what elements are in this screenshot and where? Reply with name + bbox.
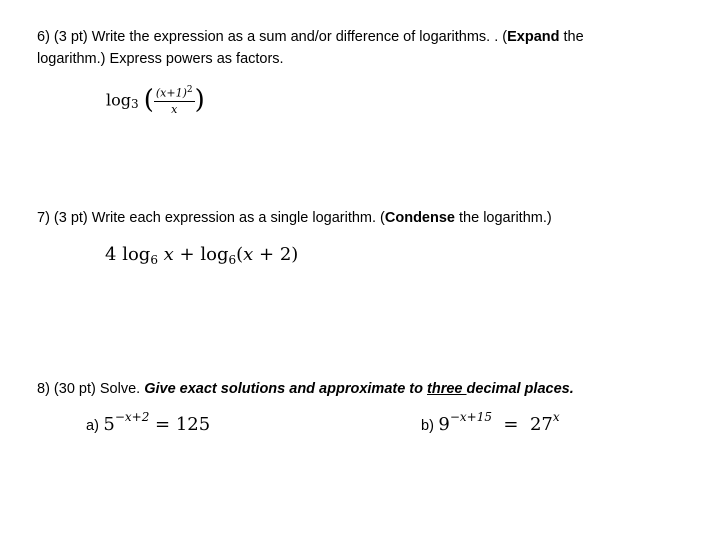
part-b-base: 9 [438, 414, 450, 435]
question-6-number: 6) (3 pt) [37, 29, 88, 45]
open-paren: ( [143, 84, 154, 115]
fraction-numerator [154, 84, 195, 102]
log-base: 3 [131, 96, 139, 111]
part-b-label: b) [421, 418, 434, 434]
part-b-equation [438, 410, 560, 435]
coefficient: 4 [105, 244, 117, 265]
part-b-exponent: −x+15 [449, 410, 492, 424]
numerator-base: (x+1) [155, 86, 187, 100]
question-7-number: 7) (3 pt) [37, 210, 88, 226]
log-argument-2-rest: + 2) [253, 244, 299, 265]
log-argument-2-variable: x [243, 244, 254, 265]
question-8-instructions: Give exact solutions and approximate to [144, 381, 428, 397]
question-6-text: Write the expression as a sum and/or difference of logarithms. . ( [87, 29, 508, 45]
question-7-text: Write each expression as a single logarithm. ( [87, 210, 385, 226]
log-argument-1: x [157, 244, 174, 265]
part-b-rhs-base: 27 [529, 414, 553, 435]
fraction [154, 84, 195, 116]
question-8-underlined-three: three [427, 381, 467, 397]
question-6-line-2: logarithm.) Express powers as factors. [37, 51, 284, 67]
part-b-equals: = [491, 414, 530, 435]
question-7-text-end: the logarithm.) [454, 210, 552, 226]
question-8a [86, 410, 211, 435]
log-argument-2-open: ( [236, 244, 244, 265]
part-a-exponent: −x+2 [114, 410, 150, 424]
question-8-solve: Solve. [95, 381, 145, 397]
part-b-rhs-exponent: x [552, 410, 560, 424]
question-8b [421, 410, 560, 435]
question-8-line-1 [37, 380, 574, 398]
question-8-instructions-end: decimal places. [466, 381, 574, 397]
plus-sign: + [173, 244, 201, 265]
log-function-1: log [122, 244, 151, 265]
question-8-number: 8) (30 pt) [37, 381, 96, 397]
question-6-bold-expand: Expand [507, 29, 560, 45]
question-6-line-1 [37, 28, 584, 46]
part-a-rhs: = 125 [149, 414, 211, 435]
fraction-denominator: x [171, 102, 178, 116]
question-6-expression [106, 84, 205, 116]
part-a-base: 5 [103, 414, 115, 435]
question-7-bold-condense: Condense [384, 210, 455, 226]
log-base-1: 6 [150, 253, 158, 267]
question-7-expression [105, 244, 298, 265]
close-paren: ) [194, 84, 205, 115]
log-function-2: log [200, 244, 229, 265]
part-a-equation [103, 410, 211, 435]
question-7-line-1 [37, 209, 552, 227]
log-function: log [106, 90, 131, 110]
part-a-label: a) [86, 418, 99, 434]
log-base-2: 6 [228, 253, 237, 267]
question-6-text-end: the [559, 29, 584, 45]
numerator-exponent: 2 [186, 85, 193, 95]
